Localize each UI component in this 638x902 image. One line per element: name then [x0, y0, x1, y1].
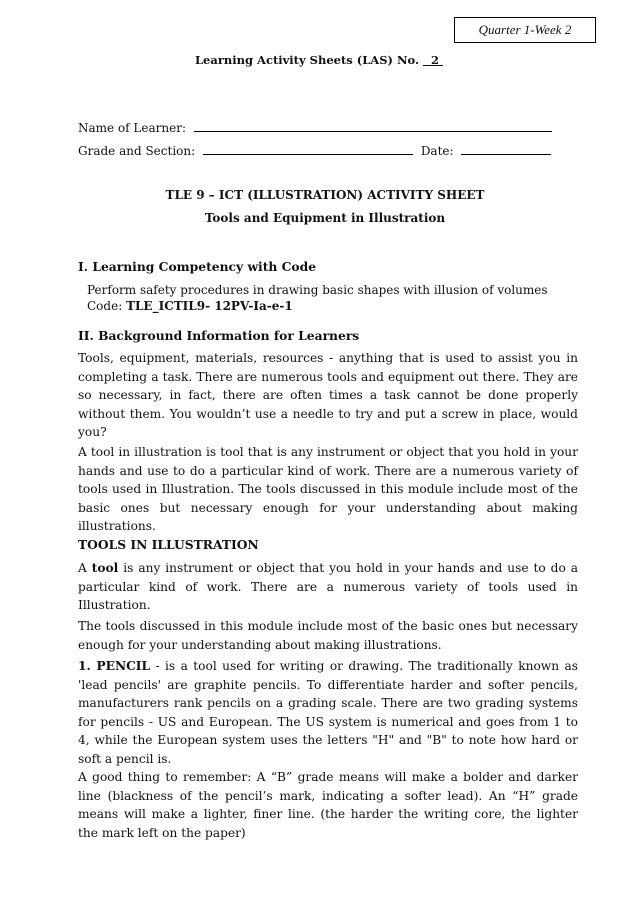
tool-def-rest: is any instrument or object that you hold in your hands and use to do a particular kind of work. There are a numerous variety of tools used in Illustration. [78, 561, 579, 613]
las-title [0, 53, 638, 67]
name-field [78, 121, 552, 135]
tool-definition [78, 559, 578, 615]
competency-block [87, 282, 567, 314]
code-value: TLE_ICTIL9- 12PV-Ia-e-1 [126, 299, 293, 313]
section-2-heading: II. Background Information for Learners [78, 328, 360, 343]
competency-code [87, 298, 567, 314]
background-paragraph-2: A tool in illustration is tool that is any instrument or object that you hold in your hands and use to do a particular kind of work. There are a numerous variety of tools used in Illustration. The tools discussed in this module include most of the basic ones but necessary enough for your understanding about making illustrations. [78, 445, 578, 534]
las-title-prefix: Learning Activity Sheets (LAS) No. [194, 53, 419, 67]
name-label: Name of Learner: [78, 121, 186, 135]
grade-section-label: Grade and Section: [78, 144, 196, 158]
grade-section-blank[interactable] [203, 153, 413, 155]
date-blank[interactable] [461, 153, 551, 155]
tool-def-word: tool [91, 561, 119, 575]
pencil-text: - is a tool used for writing or drawing. The traditionally known as 'lead pencils' are graphite pencils. To differentiate harder and softer pencils, manufacturers rank pencils on a grading scale. There are two grading systems for pencils - US and European. The US system is numerical and goes from 1 to 4, while the European system uses the letters "H" and "B" to note how hard or soft a pencil is. [78, 659, 578, 766]
pencil-paragraph [78, 657, 578, 769]
date-label: Date: [420, 144, 454, 158]
activity-subtitle: Tools and Equipment in Illustration [204, 211, 446, 225]
activity-title: TLE 9 – ICT (ILLUSTRATION) ACTIVITY SHEET [165, 188, 485, 202]
remember-paragraph: A good thing to remember: A “B” grade means will make a bolder and darker line (blackness of the pencil’s mark, indicating a softer lead). An “H” grade means will make a lighter, finer line. (the harder the writing core, the lighter the mark left on the paper) [78, 770, 578, 840]
quarter-week-label: Quarter 1-Week 2 [454, 17, 596, 43]
code-label: Code: [87, 299, 123, 313]
name-blank[interactable] [194, 130, 552, 132]
tools-heading: TOOLS IN ILLUSTRATION [78, 537, 259, 552]
tool-def-prefix: A [78, 561, 87, 575]
pencil-label: 1. PENCIL [78, 659, 151, 673]
tools-basic-paragraph: The tools discussed in this module include most of the basic ones but necessary enough for your understanding about making illustrations. [78, 619, 578, 652]
competency-text: Perform safety procedures in drawing basic shapes with illusion of volumes [87, 283, 548, 297]
grade-section-field [78, 144, 551, 158]
background-paragraph-1: Tools, equipment, materials, resources - anything that is used to assist you in completing a task. There are numerous tools and equipment out there. They are so necessary, in fact, there are often times a task cannot be done properly without them. You wouldn’t use a needle to try and put a screw in place, would you? [78, 351, 578, 440]
las-number: 2 [430, 53, 439, 67]
section-1-heading: I. Learning Competency with Code [78, 259, 317, 274]
